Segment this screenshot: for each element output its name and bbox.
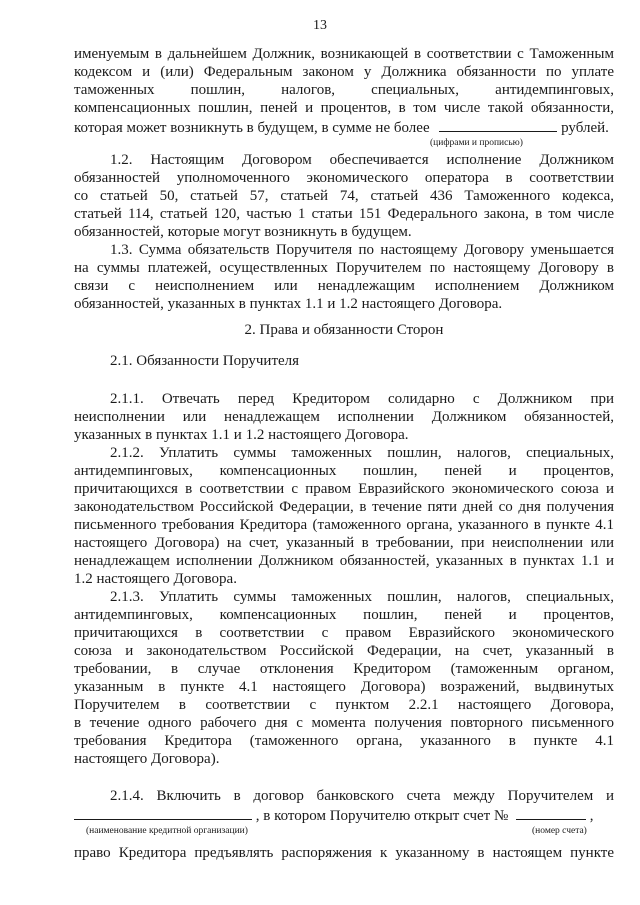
account-number-note: (номер счета) [532, 826, 587, 836]
text-line: кодексом и (или) Федеральным законом у Должника обязанности по уплате [74, 64, 614, 80]
section-heading: 2. Права и обязанности Сторон [244, 322, 444, 338]
amount-currency: рублей. [561, 120, 609, 136]
text-line: 2.1.1. Отвечать перед Кредитором солидарно с Должником при [110, 391, 614, 407]
text-line: антидемпинговых, компенсационных пошлин, пеней и процентов, [74, 607, 614, 623]
text-line: право Кредитора предъявлять распоряжения к указанному в настоящем пункте [74, 845, 614, 861]
text-line: 1.2 настоящего Договора. [74, 571, 237, 587]
text-line: Поручителем в соответствии с пунктом 2.2.1 настоящего Договора, [74, 697, 614, 713]
account-sentence: , в котором Поручителю открыт счет № [255, 808, 509, 824]
text-line: неисполнении или ненадлежащем исполнении Должником обязанностей, [74, 409, 614, 425]
text-line: 2.1.3. Уплатить суммы таможенных пошлин, налогов, специальных, [110, 589, 614, 605]
text-line: таможенных пошлин, налогов, специальных, антидемпинговых, [74, 82, 614, 98]
text-line: причитающихся в соответствии с правом Евразийского экономического союза и [74, 481, 614, 497]
text-line: причитающихся в соответствии с правом Евразийского экономического [74, 625, 614, 641]
account-comma: , [589, 808, 594, 824]
text-line: письменного требования Кредитора (таможенного органа, указанного в пункте 4.1 [74, 517, 614, 533]
bank-name-blank-field [74, 806, 252, 820]
page-number: 13 [313, 18, 327, 33]
bank-name-note: (наименование кредитной организации) [86, 826, 248, 836]
account-number-blank-field [516, 806, 586, 820]
text-line: компенсационных пошлин, пеней и процентов, в том числе такой обязанности, [74, 100, 614, 116]
text-line: обязанностей уполномоченного экономического оператора в соответствии [74, 170, 614, 186]
amount-sentence: которая может возникнуть в будущем, в сумме не более [74, 120, 430, 136]
text-line: обязанностей, указанных в пунктах 1.1 и 1.2 настоящего Договора. [74, 296, 503, 312]
text-line: 1.2. Настоящим Договором обеспечивается исполнение Должником [110, 152, 614, 168]
text-line: 2.1.4. Включить в договор банковского счета между Поручителем и [110, 788, 614, 804]
amount-note: (цифрами и прописью) [430, 138, 523, 148]
text-line: законодательством Российской Федерации, в течение пяти дней со дня получения [74, 499, 614, 515]
text-line: указанных в пунктах 1.1 и 1.2 настоящего Договора. [74, 427, 409, 443]
text-line: антидемпинговых, компенсационных пошлин, пеней и процентов, [74, 463, 614, 479]
amount-blank-field [439, 118, 557, 132]
text-line: настоящего Договора). [74, 751, 220, 767]
text-line: связи с неисполнением или ненадлежащим исполнением Должником [74, 278, 614, 294]
subsection-heading: 2.1. Обязанности Поручителя [110, 353, 300, 369]
text-line: 2.1.2. Уплатить суммы таможенных пошлин, налогов, специальных, [110, 445, 614, 461]
text-line: требовании, в случае отклонения Кредитором (таможенным органом, [74, 661, 614, 677]
text-line: указанным в пункте 4.1 настоящего Договора) возражений, выдвинутых [74, 679, 614, 695]
text-line: 1.3. Сумма обязательств Поручителя по настоящему Договору уменьшается [110, 242, 614, 258]
text-line: ненадлежащем исполнении Должником обязанностей, указанных в пунктах 1.1 и [74, 553, 614, 569]
text-line: настоящего Договора) на счет, указанный в требовании, при неисполнении или [74, 535, 614, 551]
text-line-bank-account [74, 806, 614, 825]
text-line: союза и законодательством Российской Федерации, на счет, указанный в [74, 643, 614, 659]
text-line: на суммы платежей, осуществленных Поручителем по настоящему Договору в [74, 260, 614, 276]
text-line: именуемым в дальнейшем Должник, возникающей в соответствии с Таможенным [74, 46, 614, 62]
text-line: в течение одного рабочего дня с момента получения повторного письменного [74, 715, 614, 731]
text-line: требования Кредитора (таможенного органа, указанного в пункте 4.1 [74, 733, 614, 749]
text-line: статьей 114, статьей 120, частью 1 статьи 151 Федерального закона, в том числе [74, 206, 614, 222]
text-line-amount [74, 118, 614, 137]
text-line: со статьей 50, статьей 57, статьей 74, статьей 436 Таможенного кодекса, [74, 188, 614, 204]
text-line: обязанностей, которые могут возникнуть в будущем. [74, 224, 412, 240]
